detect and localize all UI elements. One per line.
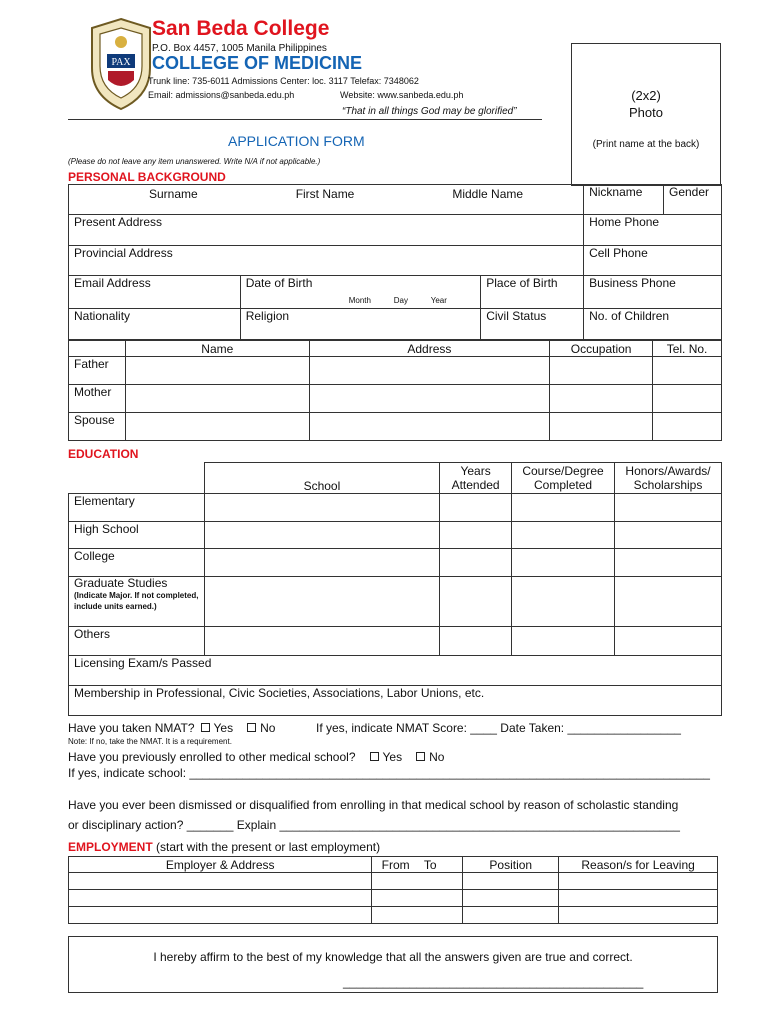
father-label: Father <box>69 357 126 385</box>
school-name: COLLEGE OF MEDICINE <box>152 53 363 73</box>
nmat-no-label: No <box>260 721 276 735</box>
affirmation-box <box>68 936 718 993</box>
nmat-note: Note: If no, take the NMAT. It is a requirement. <box>68 737 232 746</box>
seal-text: PAX <box>111 57 131 68</box>
enrolled-label: Have you previously enrolled to other medical school? <box>68 750 356 764</box>
name-field[interactable] <box>69 185 584 215</box>
mother-occupation-cell[interactable] <box>550 385 653 413</box>
honors-header: Honors/Awards/ Scholarships <box>615 463 722 494</box>
civil-status-field[interactable] <box>481 309 584 340</box>
school-header: School <box>204 463 439 494</box>
dismissed-question-line1: Have you ever been dismissed or disqualified from enrolling in that medical school by reason of scholastic standing <box>68 798 679 812</box>
contact-email: Email: admissions@sanbeda.edu.ph <box>148 90 295 100</box>
mother-tel-cell[interactable] <box>653 385 722 413</box>
table-row <box>69 549 722 577</box>
religion-field[interactable] <box>240 309 481 340</box>
indicate-school-line[interactable]: If yes, indicate school: ______________________________________________________________________________ <box>68 766 710 780</box>
graduate-label: Graduate Studies <box>74 576 168 590</box>
nationality-label: Nationality <box>74 309 131 323</box>
business-phone-label: Business Phone <box>589 276 676 290</box>
contact-phones: Trunk line: 735-6011 Admissions Center: loc. 3117 Telefax: 7348062 <box>148 76 419 86</box>
college-address: P.O. Box 4457, 1005 Manila Philippines <box>152 43 327 54</box>
nmat-yes-checkbox[interactable] <box>201 723 210 732</box>
middle-name-label: Middle Name <box>452 187 524 201</box>
provincial-address-field[interactable] <box>69 246 584 276</box>
membership-field[interactable] <box>69 686 722 716</box>
cell-phone-field[interactable] <box>584 246 722 276</box>
dates-cell[interactable] <box>372 907 463 924</box>
table-row <box>69 522 722 549</box>
dates-cell[interactable] <box>372 890 463 907</box>
employment-heading: EMPLOYMENT <box>68 840 153 854</box>
position-header: Position <box>463 857 559 873</box>
form-title: APPLICATION FORM <box>228 133 365 149</box>
employer-cell[interactable] <box>69 873 372 890</box>
family-occupation-header: Occupation <box>550 341 653 357</box>
nmat-score-line[interactable]: If yes, indicate NMAT Score: ____ Date Taken: _________________ <box>316 721 681 735</box>
table-row <box>69 890 718 907</box>
elementary-school-cell[interactable] <box>204 494 439 522</box>
first-name-label: First Name <box>295 187 355 201</box>
high-school-course-cell[interactable] <box>512 522 615 549</box>
family-name-header: Name <box>125 341 309 357</box>
years-header: Years Attended <box>440 463 512 494</box>
table-row <box>69 385 722 413</box>
family-address-header: Address <box>309 341 550 357</box>
spouse-label: Spouse <box>69 413 126 441</box>
table-row <box>69 357 722 385</box>
high-school-years-cell[interactable] <box>440 522 512 549</box>
position-cell[interactable] <box>463 890 559 907</box>
provincial-address-label: Provincial Address <box>74 246 173 260</box>
nickname-field[interactable] <box>584 185 664 215</box>
personal-table <box>68 184 722 340</box>
employment-heading-row <box>68 840 380 854</box>
elementary-course-cell[interactable] <box>512 494 615 522</box>
nmat-label: Have you taken NMAT? <box>68 721 195 735</box>
high-school-label: High School <box>69 522 205 549</box>
present-address-field[interactable] <box>69 215 584 246</box>
position-cell[interactable] <box>463 907 559 924</box>
business-phone-field[interactable] <box>584 276 722 309</box>
others-label: Others <box>69 627 205 656</box>
college-course-cell[interactable] <box>512 549 615 577</box>
photo-note: (Print name at the back) <box>592 139 700 150</box>
to-header: To <box>419 857 463 873</box>
elementary-label: Elementary <box>69 494 205 522</box>
enrolled-no-checkbox[interactable] <box>416 752 425 761</box>
college-years-cell[interactable] <box>440 549 512 577</box>
from-header: From <box>372 857 419 873</box>
others-honors-cell[interactable] <box>615 627 722 656</box>
photo-label: Photo <box>629 105 663 120</box>
table-row <box>69 413 722 441</box>
table-row <box>69 627 722 656</box>
nationality-field[interactable] <box>69 309 241 340</box>
position-cell[interactable] <box>463 873 559 890</box>
graduate-note: (Indicate Major. If not completed, include units earned.) <box>74 591 199 611</box>
children-label: No. of Children <box>589 309 670 323</box>
religion-label: Religion <box>245 309 290 323</box>
mother-address-cell[interactable] <box>309 385 550 413</box>
father-address-cell[interactable] <box>309 357 550 385</box>
email-field[interactable] <box>69 276 241 309</box>
present-address-label: Present Address <box>74 215 163 229</box>
enrolled-yes-label: Yes <box>382 750 403 764</box>
college-label: College <box>69 549 205 577</box>
spouse-occupation-cell[interactable] <box>550 413 653 441</box>
college-motto: “That in all things God may be glorified” <box>342 106 517 117</box>
father-tel-cell[interactable] <box>653 357 722 385</box>
dob-day: Day <box>393 296 408 305</box>
others-course-cell[interactable] <box>512 627 615 656</box>
photo-box <box>571 43 721 186</box>
dob-month: Month <box>348 296 371 305</box>
education-table <box>68 462 722 716</box>
table-row <box>69 494 722 522</box>
others-years-cell[interactable] <box>440 627 512 656</box>
photo-size: (2x2) <box>631 88 661 103</box>
college-name: San Beda College <box>152 17 330 40</box>
surname-label: Surname <box>149 187 198 201</box>
father-name-cell[interactable] <box>125 357 309 385</box>
mother-name-cell[interactable] <box>125 385 309 413</box>
graduate-course-cell[interactable] <box>512 577 615 627</box>
email-label: Email Address <box>74 276 151 290</box>
dob-year: Year <box>430 296 447 305</box>
employment-subheading: (start with the present or last employment) <box>156 840 381 854</box>
college-seal <box>86 16 156 112</box>
personal-heading: PERSONAL BACKGROUND <box>68 170 226 184</box>
reason-cell[interactable] <box>559 873 718 890</box>
mother-label: Mother <box>69 385 126 413</box>
gender-field[interactable] <box>664 185 722 215</box>
reason-cell[interactable] <box>559 907 718 924</box>
employer-cell[interactable] <box>69 907 372 924</box>
employment-table <box>68 856 718 924</box>
home-phone-label: Home Phone <box>589 215 660 229</box>
college-honors-cell[interactable] <box>615 549 722 577</box>
employer-cell[interactable] <box>69 890 372 907</box>
cell-phone-label: Cell Phone <box>589 246 648 260</box>
form-instruction: (Please do not leave any item unanswered. Write N/A if not applicable.) <box>68 157 321 166</box>
spouse-name-cell[interactable] <box>125 413 309 441</box>
table-row <box>69 577 722 627</box>
high-school-cell[interactable] <box>204 522 439 549</box>
membership-label: Membership in Professional, Civic Societies, Associations, Labor Unions, etc. <box>74 686 485 700</box>
civil-status-label: Civil Status <box>486 309 547 323</box>
dismissed-question-line2[interactable]: or disciplinary action? _______ Explain ____________________________________________________________ <box>68 818 680 832</box>
table-row <box>69 873 718 890</box>
contact-website: Website: www.sanbeda.edu.ph <box>340 90 464 100</box>
family-tel-header: Tel. No. <box>653 341 722 357</box>
reason-header: Reason/s for Leaving <box>559 857 718 873</box>
reason-cell[interactable] <box>559 890 718 907</box>
college-school-cell[interactable] <box>204 549 439 577</box>
spouse-address-cell[interactable] <box>309 413 550 441</box>
father-occupation-cell[interactable] <box>550 357 653 385</box>
graduate-years-cell[interactable] <box>440 577 512 627</box>
others-school-cell[interactable] <box>204 627 439 656</box>
enrolled-no-label: No <box>429 750 445 764</box>
employer-header: Employer & Address <box>69 857 372 873</box>
signature-line[interactable]: _____________________________________________ <box>343 975 644 989</box>
dates-cell[interactable] <box>372 873 463 890</box>
gender-label: Gender <box>669 185 710 199</box>
high-school-honors-cell[interactable] <box>615 522 722 549</box>
dob-field[interactable] <box>240 276 481 309</box>
home-phone-field[interactable] <box>584 215 722 246</box>
affirmation-text: I hereby affirm to the best of my knowledge that all the answers given are true and correct. <box>153 950 633 964</box>
licensing-label: Licensing Exam/s Passed <box>74 656 212 670</box>
header-rule <box>68 119 542 120</box>
nickname-label: Nickname <box>589 185 643 199</box>
dob-label: Date of Birth <box>245 276 313 290</box>
nmat-no-checkbox[interactable] <box>247 723 256 732</box>
graduate-school-cell[interactable] <box>204 577 439 627</box>
enrolled-question <box>68 750 444 764</box>
elementary-years-cell[interactable] <box>440 494 512 522</box>
family-table <box>68 340 722 441</box>
children-field[interactable] <box>584 309 722 340</box>
licensing-field[interactable] <box>69 656 722 686</box>
spouse-tel-cell[interactable] <box>653 413 722 441</box>
nmat-yes-label: Yes <box>213 721 234 735</box>
table-row <box>69 907 718 924</box>
pob-field[interactable] <box>481 276 584 309</box>
enrolled-yes-checkbox[interactable] <box>370 752 379 761</box>
elementary-honors-cell[interactable] <box>615 494 722 522</box>
graduate-honors-cell[interactable] <box>615 577 722 627</box>
education-heading: EDUCATION <box>68 447 139 461</box>
pob-label: Place of Birth <box>486 276 558 290</box>
nmat-question <box>68 721 275 735</box>
course-header: Course/Degree Completed <box>512 463 615 494</box>
